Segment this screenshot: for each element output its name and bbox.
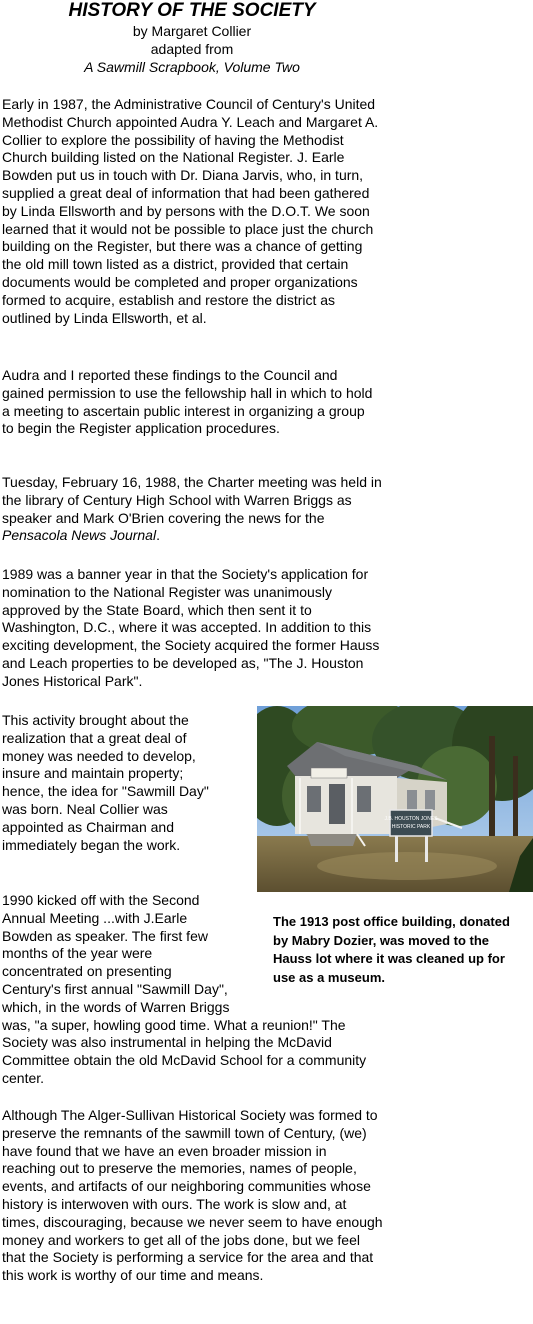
header: [0, 0, 384, 76]
post-office-building-image: [257, 706, 533, 892]
charter-text-end: .: [156, 527, 160, 544]
photo-caption: The 1913 post office building, donated by Mabry Dozier, was moved to the Hauss lot where it was cleaned up for use as a museum.: [273, 914, 510, 985]
paragraph-mission: Although The Alger-Sullivan Historical Society was formed to preserve the remnants of the sawmill town of Century, (we) have found that we have an even broader mission in reaching out to preserve the memories, names of people, events, and artifacts of our neighboring communities whose history is interwoven with ours. The work is slow and, at times, discouraging, because we never seem to have enough money and workers to get all of the jobs done, but we feel that the Society is performing a service for the area and that this work is worthy of our time and means.: [2, 1107, 383, 1284]
paragraph-sawmill-day: This activity brought about the realization that a great deal of money was needed to develop, insure and maintain property; hence, the idea for "Sawmill Day" was born. Neal Collier was appointed as Chairman and immediately began the work.: [2, 712, 209, 853]
paragraph-charter-meeting: [2, 474, 386, 545]
sign-line-2: HISTORIC PARK: [391, 824, 431, 830]
sign-line-1: J.B. HOUSTON JONES: [384, 816, 438, 822]
page-title: HISTORY OF THE SOCIETY: [68, 0, 316, 21]
paragraph-1990-text: 1990 kicked off with the Second Annual Meeting ...with J.Earle Bowden as speaker. The first few months of the year were concentrated on presenting Century's first annual "Sawmill Day", which, in the words of Warren Briggs was, "a super, howling good time. What a reunion!" The Society was also instrumental in helping the McDavid Committee obtain the old McDavid School for a community center.: [2, 892, 367, 1086]
byline: by Margaret Collier: [132, 23, 252, 39]
post-office-photo: [257, 706, 533, 892]
paragraph-1989: 1989 was a banner year in that the Society's application for nomination to the National Register was unanimously approved by the State Board, which then sent it to Washington, D.C., where it was accepted. In addition to this exciting development, the Society acquired the former Hauss and Leach properties to be developed as, "The J. Houston Jones Historical Park".: [2, 566, 380, 689]
charter-text: Tuesday, February 16, 1988, the Charter meeting was held in the library of Century High School with Warren Briggs as speaker and Mark O'Brien covering the news for the: [2, 474, 382, 526]
paragraph-council-report: Audra and I reported these findings to the Council and gained permission to use the fellowship hall in which to hold a meeting to ascertain public interest in organizing a group to begin the Register application procedures.: [2, 367, 373, 437]
source-title: A Sawmill Scrapbook, Volume Two: [84, 59, 300, 75]
adapted-from-label: adapted from: [150, 41, 234, 57]
paragraph-1987: Early in 1987, the Administrative Council of Century's United Methodist Church appointed Audra Y. Leach and Margaret A. Collier to explore the possibility of having the Methodist Church building listed on the National Register. J. Earle Bowden put us in touch with Dr. Diana Jarvis, who, in turn, supplied a great deal of information that had been gathered by Linda Ellsworth and by persons with the D.O.T. We soon learned that it would not be possible to place just the church building on the Register, but there was a chance of getting the old mill town listed as a district, provided that certain documents would be completed and proper organizations formed to acquire, establish and restore the district as outlined by Linda Ellsworth, et al.: [2, 96, 379, 326]
newspaper-name: Pensacola News Journal: [2, 527, 157, 544]
